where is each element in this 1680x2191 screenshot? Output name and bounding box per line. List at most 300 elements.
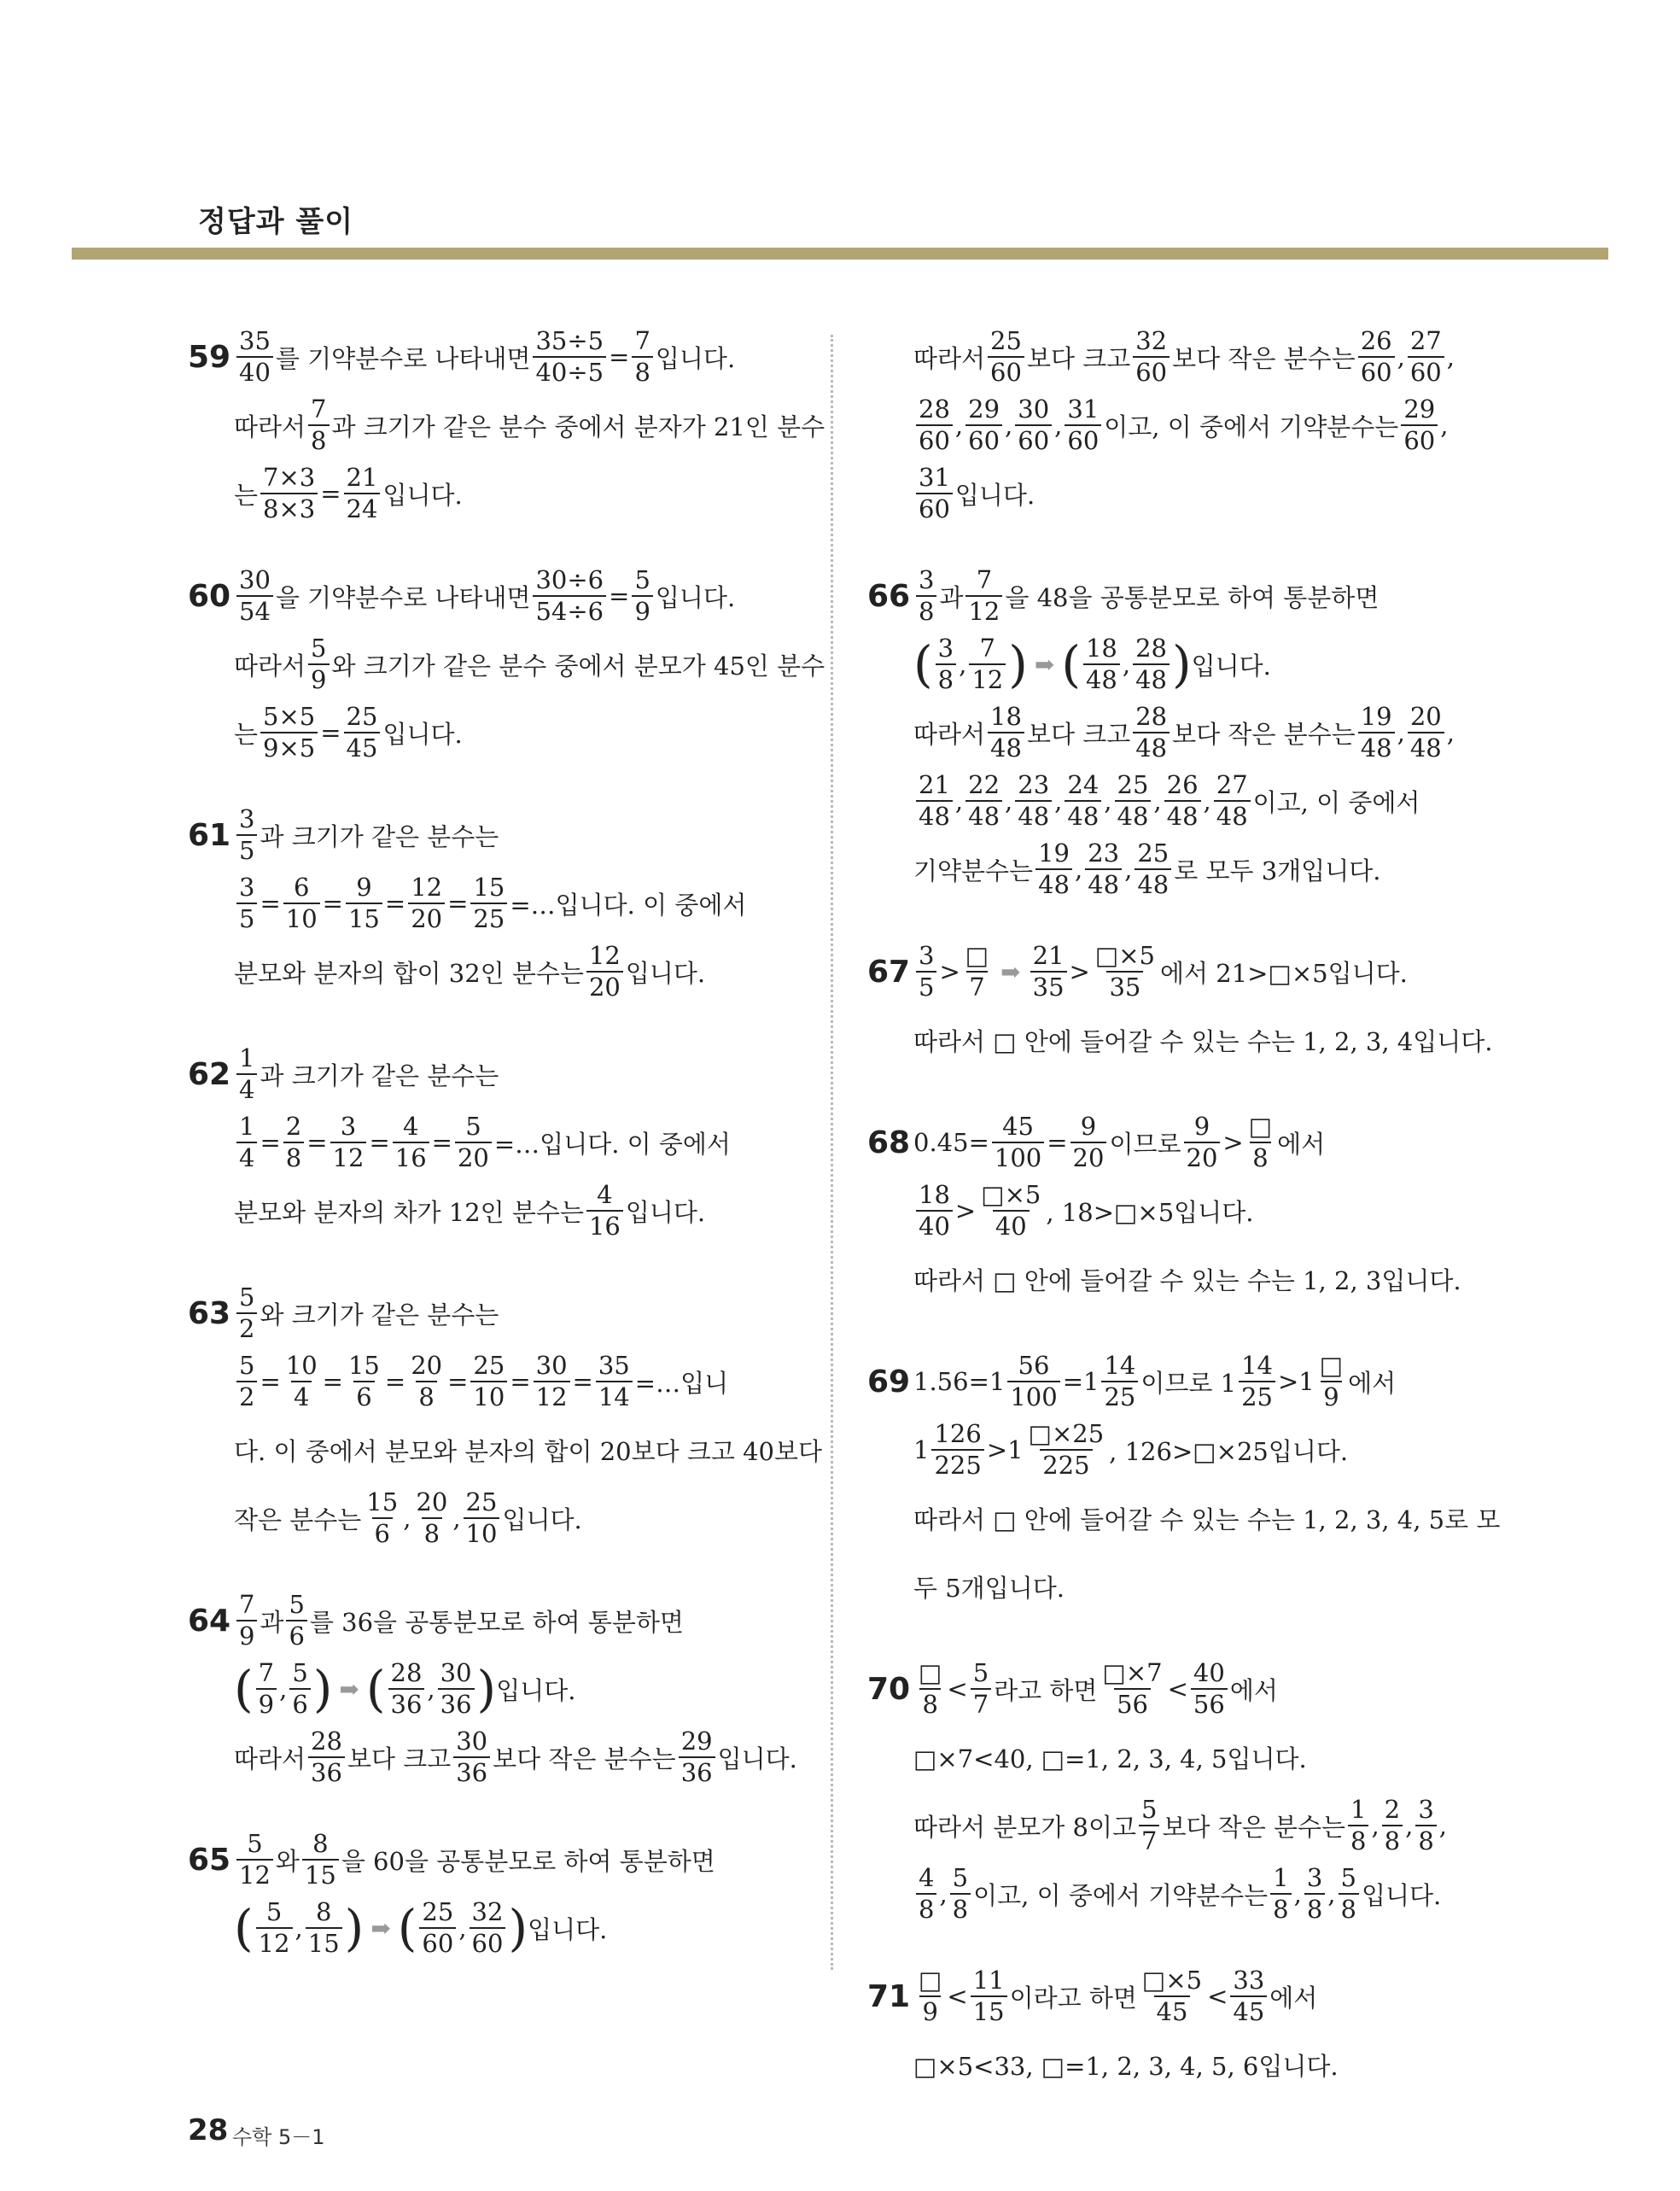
fraction-numerator: 25 <box>346 702 378 731</box>
fraction <box>1246 1114 1275 1171</box>
text-run: 입니다. <box>625 958 706 988</box>
fraction-numerator: 14 <box>1104 1351 1136 1380</box>
text-run: 와 크기가 같은 분수 중에서 분모가 45인 분수 <box>331 651 825 681</box>
fraction-numerator: 7 <box>311 394 327 424</box>
fraction <box>1239 1353 1275 1410</box>
text-run: 과 <box>939 582 964 612</box>
text-run: 로 모두 3개입니다. <box>1174 856 1381 885</box>
fraction-denominator: 45 <box>1230 1995 1267 2024</box>
text-run: > <box>1222 1128 1244 1157</box>
fraction <box>1101 1353 1138 1410</box>
fraction <box>988 704 1024 761</box>
fraction-numerator: 5 <box>239 1282 255 1312</box>
fraction-denominator: 10 <box>470 1381 507 1410</box>
fraction <box>453 1729 490 1785</box>
fraction-numerator: 4 <box>402 1112 419 1141</box>
solution-line <box>867 1177 1482 1245</box>
fraction-numerator: 5 <box>311 634 327 663</box>
big-parenthesis: ( <box>1061 635 1081 693</box>
fraction-numerator: 27 <box>1409 326 1442 355</box>
fraction-denominator: 12 <box>965 595 1002 624</box>
fraction-numerator: 23 <box>1088 838 1120 868</box>
fraction-denominator: 60 <box>1065 424 1101 453</box>
fraction-numerator: 20 <box>1409 702 1442 731</box>
text-run: , 126>□×25입니다. <box>1109 1436 1349 1466</box>
solution-line <box>867 1484 1501 1552</box>
text-run: 을 48을 공통분모로 하여 통분하면 <box>1005 582 1380 612</box>
text-run: , <box>954 411 964 440</box>
fraction-numerator: 45 <box>1002 1112 1034 1141</box>
fraction-denominator: 54 <box>236 595 273 624</box>
fraction-denominator: 100 <box>1007 1381 1059 1410</box>
problem-number: 60 <box>188 578 231 614</box>
fraction <box>965 394 1002 455</box>
problem-number: 69 <box>867 1364 911 1399</box>
fraction <box>936 636 956 692</box>
text-run: 입니다. <box>717 1744 797 1773</box>
fraction-numerator: 25 <box>1137 838 1170 868</box>
fraction-numerator: □ <box>1319 1351 1344 1380</box>
text-run: , <box>1446 718 1455 747</box>
problem-block <box>188 1826 802 1962</box>
text-run: , <box>1074 855 1083 884</box>
fraction-numerator: 29 <box>968 394 1000 424</box>
fraction <box>438 1658 475 1719</box>
fraction-numerator: 12 <box>411 873 443 902</box>
solution-line <box>867 1962 1482 2030</box>
fraction-numerator: 23 <box>1018 770 1050 799</box>
fraction-denominator: 8 <box>916 595 936 624</box>
fraction-numerator: 9 <box>1080 1112 1097 1141</box>
fraction <box>419 1897 456 1958</box>
fraction-denominator: 40 <box>236 356 273 385</box>
fraction-denominator: 9 <box>256 1688 277 1717</box>
fraction-denominator: 9 <box>308 663 329 692</box>
fraction-numerator: 7 <box>979 634 995 663</box>
fraction-denominator: 8 <box>916 1893 936 1922</box>
fraction-denominator: 60 <box>419 1927 456 1956</box>
fraction-numerator: 2 <box>285 1112 302 1141</box>
fraction-numerator: 21 <box>919 770 950 799</box>
text-run: 1 <box>913 1435 930 1464</box>
solution-line <box>867 323 1482 391</box>
fraction-denominator: 14 <box>596 1381 633 1410</box>
fraction-numerator: 15 <box>347 1351 380 1380</box>
fraction-numerator: 9 <box>356 873 372 902</box>
fraction <box>1065 394 1101 455</box>
fraction-numerator: 28 <box>1135 634 1167 663</box>
solution-line <box>188 1177 802 1245</box>
text-run: 입니다. <box>1361 1880 1442 1910</box>
big-parenthesis: ( <box>365 1660 386 1718</box>
fraction-denominator: 12 <box>330 1142 367 1171</box>
text-run: 는 <box>234 719 259 749</box>
fraction <box>308 1729 345 1785</box>
fraction-numerator: 3 <box>239 804 255 833</box>
fraction-numerator: 7×3 <box>263 463 316 492</box>
fraction-denominator: 48 <box>1133 732 1170 761</box>
text-run: >1 <box>986 1435 1024 1464</box>
fraction <box>586 1180 623 1241</box>
text-run: 이고, 이 중에서 <box>1252 787 1420 817</box>
fraction <box>586 941 623 1002</box>
fraction <box>1230 1968 1267 2024</box>
solution-line <box>867 835 1482 903</box>
fraction <box>260 465 318 522</box>
fraction <box>971 1658 991 1719</box>
text-run: , <box>1124 855 1133 884</box>
problem-number: 71 <box>867 1978 911 2014</box>
fraction-numerator: 5 <box>465 1112 481 1141</box>
solution-line <box>188 801 802 869</box>
fraction-numerator: 30 <box>239 565 271 594</box>
problem-block <box>867 938 1493 1074</box>
fraction-denominator: 48 <box>1083 663 1120 692</box>
text-run: , <box>1405 1811 1414 1840</box>
text-run: 이고, 이 중에서 기약분수는 <box>973 1880 1269 1910</box>
text-run: , <box>427 1674 435 1703</box>
fraction <box>236 565 273 626</box>
fraction-denominator: 60 <box>1133 356 1170 385</box>
big-parenthesis: ) <box>1172 635 1192 693</box>
text-run: , <box>1371 1811 1380 1840</box>
problem-block <box>867 1347 1501 1621</box>
fraction <box>1214 770 1251 831</box>
text-run: 따라서 <box>234 651 306 681</box>
fraction-denominator: 8 <box>308 424 329 453</box>
text-run: , <box>1203 786 1211 815</box>
fraction-denominator: 35 <box>1030 971 1067 1000</box>
fraction <box>283 1114 304 1171</box>
fraction <box>916 1658 944 1719</box>
fraction-denominator: 9 <box>1321 1381 1341 1410</box>
fraction-numerator: 126 <box>934 1419 982 1448</box>
text-run: 분모와 분자의 차가 12인 분수는 <box>234 1197 584 1227</box>
fraction-numerator: 5 <box>952 1863 969 1892</box>
fraction-numerator: 7 <box>634 326 650 355</box>
fraction <box>393 1114 429 1171</box>
fraction <box>534 1353 570 1410</box>
fraction-numerator: 21 <box>1032 941 1065 970</box>
fraction-denominator: 48 <box>1135 868 1171 897</box>
fraction-denominator: 48 <box>965 800 1002 829</box>
fraction-numerator: 5 <box>239 1351 255 1380</box>
fraction <box>1358 704 1395 761</box>
fraction <box>596 1353 633 1410</box>
fraction-denominator: 56 <box>1114 1688 1151 1717</box>
big-parenthesis: ) <box>508 1899 528 1957</box>
fraction-numerator: 30÷6 <box>535 565 604 594</box>
solution-line <box>867 1416 1482 1484</box>
fraction <box>470 875 507 932</box>
fraction-numerator: 12 <box>588 941 621 970</box>
text-run: 와 크기가 같은 분수는 <box>260 1300 499 1329</box>
fraction <box>1035 838 1072 899</box>
fraction-denominator: 25 <box>1239 1381 1275 1410</box>
solution-line <box>188 869 802 938</box>
fraction-numerator: 35 <box>239 326 271 355</box>
text-run: = <box>510 1367 531 1396</box>
fraction-denominator: 8 <box>1270 1893 1291 1922</box>
text-run: < <box>1207 1982 1228 2011</box>
fraction-numerator: □ <box>965 941 989 970</box>
fraction-numerator: 30 <box>440 1658 472 1687</box>
fraction <box>464 1487 500 1548</box>
text-run: 에서 <box>1269 1983 1318 2013</box>
solution-line <box>867 1006 1493 1074</box>
fraction-denominator: 48 <box>988 732 1024 761</box>
fraction <box>1348 1797 1368 1854</box>
left-column <box>188 323 825 1996</box>
fraction-numerator: 25 <box>465 1487 498 1516</box>
solution-line <box>867 938 1482 1006</box>
fraction-denominator: 60 <box>916 493 953 522</box>
fraction-denominator: 4 <box>291 1381 312 1410</box>
fraction-numerator: 10 <box>285 1351 318 1380</box>
solution-line <box>867 1347 1482 1416</box>
fraction-numerator: 4 <box>919 1863 935 1892</box>
text-run: , <box>1122 650 1131 679</box>
fraction-numerator: 25 <box>990 326 1022 355</box>
text-run: =…입니다. 이 중에서 <box>493 1129 731 1159</box>
arrow-icon: ➡ <box>370 1913 391 1943</box>
text-run: 이므로 <box>1109 1129 1181 1159</box>
text-run: 이라고 하면 <box>1009 1983 1137 2013</box>
fraction-denominator: 48 <box>1065 800 1101 829</box>
fraction-numerator: 40 <box>1193 1658 1225 1687</box>
fraction <box>916 941 936 1002</box>
text-run: = <box>320 718 341 747</box>
fraction-denominator: 8 <box>1304 1893 1325 1922</box>
fraction-numerator: 1 <box>1350 1795 1367 1824</box>
fraction-denominator: 40 <box>993 1210 1030 1239</box>
problem-block <box>188 801 802 1006</box>
fraction-numerator: 25 <box>422 1897 454 1926</box>
fraction-denominator: 48 <box>916 800 953 829</box>
solution-line <box>867 1860 1482 1928</box>
fraction-denominator: 60 <box>1408 356 1444 385</box>
fraction-numerator: □ <box>919 1966 942 1995</box>
fraction <box>971 1968 1007 2024</box>
text-run: = <box>609 342 630 371</box>
problem-number: 67 <box>867 954 911 990</box>
text-run: 을 기약분수로 나타내면 <box>275 582 531 612</box>
text-run: , <box>1438 1811 1448 1840</box>
fraction-numerator: □ <box>919 1658 942 1687</box>
fraction <box>236 875 257 932</box>
fraction-denominator: 2 <box>236 1312 257 1341</box>
problem-number: 64 <box>188 1603 231 1639</box>
fraction-numerator: 20 <box>411 1351 443 1380</box>
problem-number: 66 <box>867 578 911 614</box>
text-run: 작은 분수는 <box>234 1504 362 1534</box>
text-run: , <box>1293 1879 1302 1908</box>
fraction-denominator: 15 <box>302 1859 339 1888</box>
fraction <box>1133 704 1170 761</box>
text-run: 와 <box>275 1846 300 1876</box>
fraction-denominator: 8 <box>919 1688 940 1717</box>
fraction-numerator: 30 <box>456 1727 488 1756</box>
fraction <box>256 1897 293 1958</box>
fraction <box>1085 838 1122 899</box>
fraction-numerator: 26 <box>1360 326 1392 355</box>
problem-number: 63 <box>188 1295 231 1331</box>
big-parenthesis: ( <box>913 635 933 693</box>
text-run: 이고, 이 중에서 기약분수는 <box>1104 412 1399 441</box>
fraction-numerator: 28 <box>1135 702 1168 731</box>
text-run: > <box>954 1196 977 1225</box>
text-run: □×7<40, □=1, 2, 3, 4, 5입니다. <box>913 1744 1307 1773</box>
fraction <box>1083 636 1120 692</box>
fraction-numerator: 15 <box>366 1487 399 1516</box>
fraction-denominator: 7 <box>1139 1825 1159 1854</box>
solution-line <box>188 323 802 391</box>
text-run: =…입니다. 이 중에서 <box>510 890 747 920</box>
text-run: 보다 작은 분수는 <box>1172 343 1356 373</box>
text-run: < <box>947 1982 968 2011</box>
fraction <box>236 1043 257 1104</box>
fraction <box>916 770 953 831</box>
text-run: , <box>1397 718 1405 747</box>
fraction-numerator: 3 <box>937 634 954 663</box>
solution-line <box>867 1245 1482 1313</box>
fraction-denominator: 40÷5 <box>533 356 606 385</box>
fraction <box>1270 1863 1291 1924</box>
problem-number: 59 <box>188 339 231 375</box>
fraction <box>330 1114 367 1171</box>
fraction-denominator: 5 <box>916 971 936 1000</box>
fraction <box>632 326 652 387</box>
header-rule <box>72 248 1608 260</box>
fraction-numerator: 22 <box>968 770 1000 799</box>
fraction-numerator: 7 <box>976 565 993 594</box>
fraction-denominator: 8 <box>1348 1825 1368 1854</box>
text-run: , <box>959 650 967 679</box>
fraction <box>1115 770 1152 831</box>
fraction-numerator: 28 <box>311 1727 342 1756</box>
fraction-denominator: 48 <box>1015 800 1052 829</box>
fraction-denominator: 60 <box>988 356 1024 385</box>
text-run: 두 5개입니다. <box>913 1573 1065 1603</box>
solution-line <box>188 698 802 767</box>
fraction-numerator: 11 <box>972 1966 1005 1995</box>
fraction-numerator: □×5 <box>981 1180 1041 1209</box>
fraction-denominator: 8 <box>1382 1825 1403 1854</box>
solution-line <box>867 698 1482 767</box>
fraction-numerator: 18 <box>990 702 1022 731</box>
fraction-numerator: 5 <box>289 1590 305 1619</box>
text-run: , <box>1446 342 1455 371</box>
text-run: 과 크기가 같은 분수 중에서 분자가 21인 분수 <box>331 412 825 441</box>
fraction-numerator: 28 <box>919 394 950 424</box>
fraction-denominator: 16 <box>586 1210 623 1239</box>
text-run: 에서 21>□×5입니다. <box>1160 958 1408 988</box>
solution-line <box>188 1416 823 1484</box>
fraction-denominator: 15 <box>971 1995 1007 2024</box>
fraction-denominator: 20 <box>1070 1142 1107 1171</box>
problem-number: 65 <box>188 1842 231 1878</box>
fraction <box>1339 1863 1359 1924</box>
solution-line <box>867 1108 1482 1177</box>
fraction-denominator: 8 <box>1415 1825 1436 1854</box>
fraction <box>408 875 445 932</box>
fraction-numerator: 20 <box>416 1487 448 1516</box>
text-run: 에서 <box>1229 1675 1278 1705</box>
fraction-numerator: 56 <box>1018 1351 1050 1380</box>
text-run: 과 크기가 같은 분수는 <box>260 1060 499 1090</box>
fraction-denominator: 8 <box>632 356 652 385</box>
problem-block <box>188 1279 823 1552</box>
text-run: = <box>322 889 343 918</box>
fraction <box>283 875 320 932</box>
fraction <box>1135 838 1171 899</box>
fraction <box>408 1353 445 1410</box>
fraction-denominator: 9 <box>919 1995 940 2024</box>
arrow-icon: ➡ <box>339 1674 359 1703</box>
solution-line <box>867 1791 1482 1860</box>
fraction-denominator: 48 <box>1035 868 1072 897</box>
text-run: < <box>1167 1674 1188 1703</box>
fraction <box>950 1863 971 1924</box>
fraction-denominator: 25 <box>470 903 507 932</box>
fraction-denominator: 6 <box>372 1517 393 1546</box>
fraction-numerator: 19 <box>1360 702 1392 731</box>
problem-block <box>867 1655 1482 1928</box>
text-run: 보다 크고 <box>1026 719 1131 749</box>
fraction-denominator: 20 <box>408 903 445 932</box>
text-run: 는 <box>234 480 259 510</box>
fraction <box>916 1968 944 2024</box>
fraction-denominator: 40 <box>916 1210 953 1239</box>
text-run: 따라서 □ 안에 들어갈 수 있는 수는 1, 2, 3, 4, 5로 모 <box>913 1504 1501 1534</box>
fraction-numerator: 25 <box>1117 770 1149 799</box>
fraction-numerator: 1 <box>239 1112 255 1141</box>
text-run: , <box>1054 786 1063 815</box>
text-run: 따라서 <box>913 719 986 749</box>
fraction-numerator: □×7 <box>1102 1658 1163 1687</box>
fraction-numerator: 3 <box>239 873 255 902</box>
fraction <box>286 1592 306 1649</box>
text-run: 에서 <box>1277 1129 1326 1159</box>
text-run: 분모와 분자의 합이 32인 분수는 <box>234 958 584 988</box>
fraction-denominator: 6 <box>353 1381 374 1410</box>
fraction-denominator: 35 <box>1106 971 1143 1000</box>
fraction <box>236 804 257 865</box>
fraction <box>260 704 318 761</box>
solution-line <box>188 1655 802 1723</box>
text-run: , <box>403 1504 411 1533</box>
text-run: , <box>939 1879 948 1908</box>
fraction-denominator: 48 <box>1164 800 1201 829</box>
page-number: 28 <box>188 2113 229 2147</box>
text-run: , 18>□×5입니다. <box>1046 1197 1254 1227</box>
fraction <box>1164 770 1201 831</box>
fraction-numerator: 7 <box>258 1658 275 1687</box>
fraction-numerator: 27 <box>1216 770 1248 799</box>
fraction <box>289 1658 310 1719</box>
fraction <box>1065 770 1101 831</box>
fraction-denominator: 5 <box>236 903 257 932</box>
fraction <box>992 1114 1044 1171</box>
problem-block <box>867 323 1482 528</box>
text-run: , <box>1327 1879 1336 1908</box>
text-run: 보다 작은 분수는 <box>493 1744 676 1773</box>
fraction-numerator: 7 <box>239 1590 255 1619</box>
fraction-numerator: 8 <box>315 1897 332 1926</box>
arrow-icon: ➡ <box>1034 650 1055 679</box>
problem-block <box>188 323 825 528</box>
solution-line <box>188 562 802 630</box>
